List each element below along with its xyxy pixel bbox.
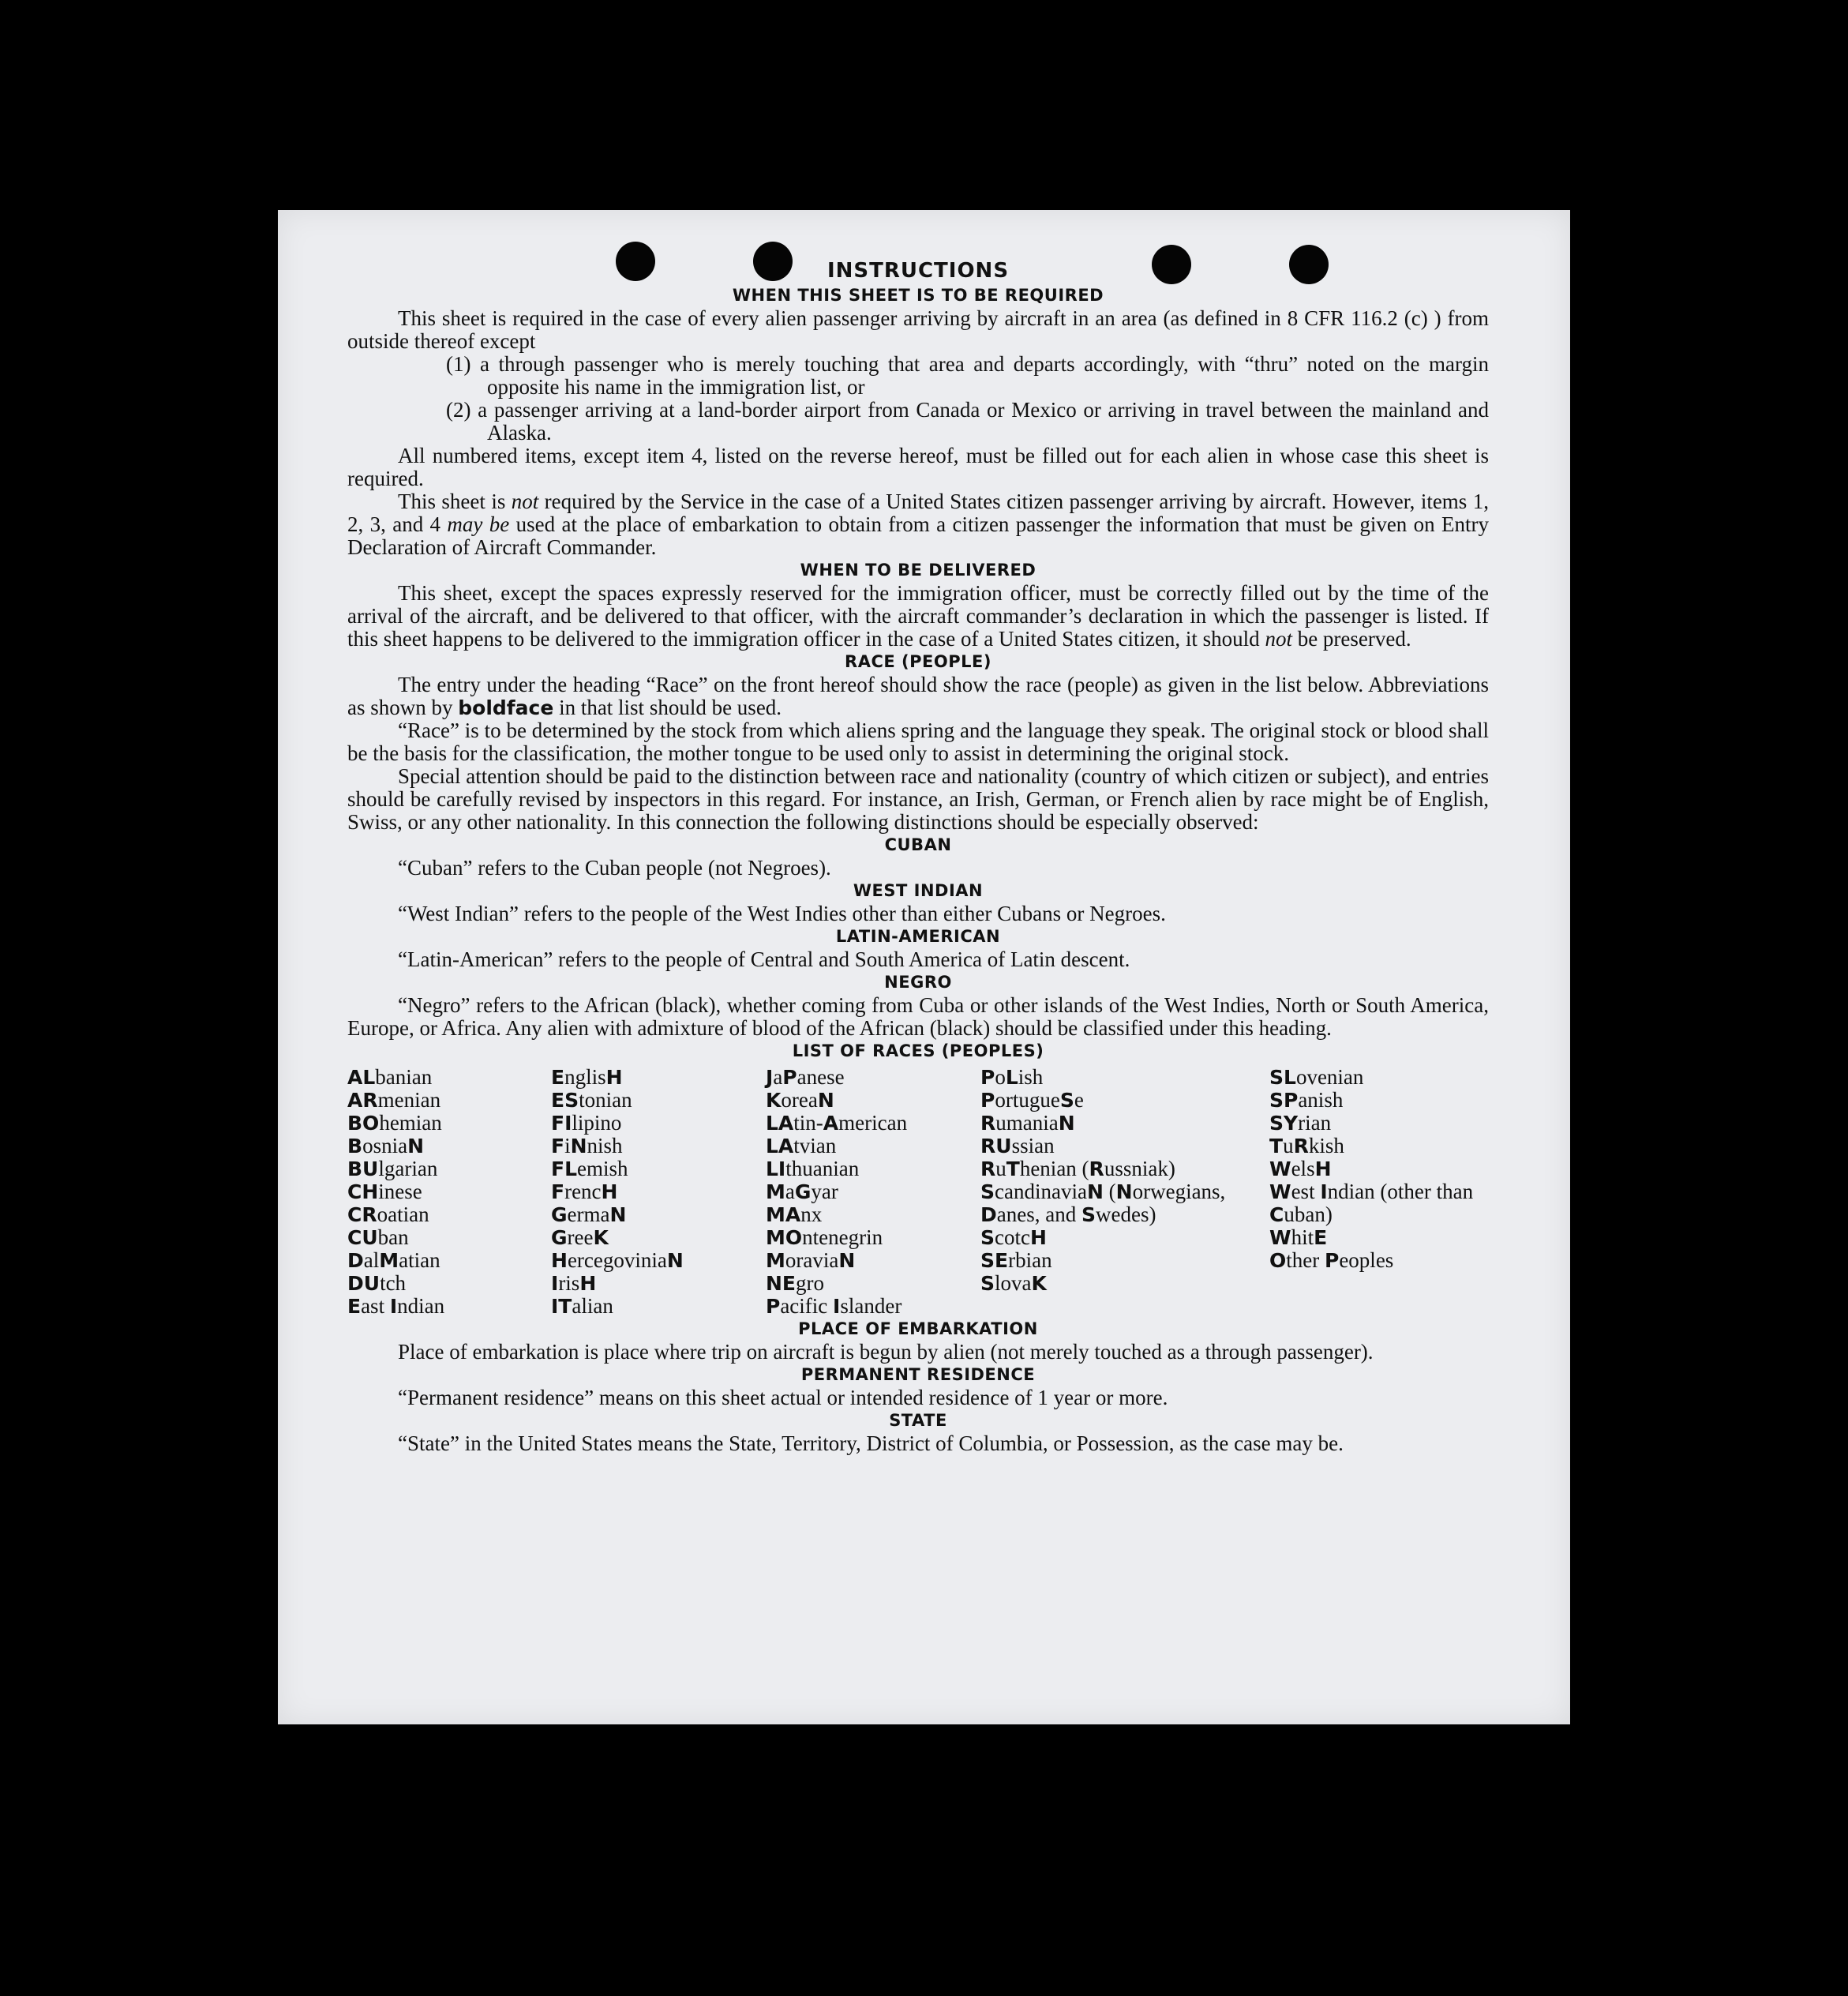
race-list-item: ScotcH <box>980 1225 1047 1249</box>
race-list-item: EStonian <box>551 1088 632 1112</box>
paragraph: “State” in the United States means the State, Territory, District of Columbia, or Possession, as the case may be. <box>398 1431 1344 1455</box>
paragraph: “Latin-American” refers to the people of Central and South America of Latin descent. <box>398 947 1130 971</box>
race-list-item: RuThenian (Russniak) <box>980 1157 1175 1180</box>
paragraph: Place of embarkation is place where trip on aircraft is begun by alien (not merely touched as a through passenger). <box>398 1340 1374 1364</box>
race-list-item: SlovaK <box>980 1271 1047 1295</box>
race-list-item: East Indian <box>347 1294 445 1318</box>
race-list-item: FIlipino <box>551 1111 622 1135</box>
race-list-item: SLovenian <box>1269 1065 1364 1089</box>
paragraph: “Permanent residence” means on this sheet actual or intended residence of 1 year or more. <box>398 1386 1168 1409</box>
paragraph: This sheet, except the spaces expressly reserved for the immigration officer, must be correctly filled out by the time of the arrival of the aircraft, and be delivered to that officer, with the aircraft commander’s declaration in which the passenger is listed. If this sheet happens to be delivered to the immigration officer in the case of a United States citizen, it should not be preserved. <box>347 581 1489 651</box>
race-list-item: CRoatian <box>347 1202 429 1226</box>
race-list-item: DalMatian <box>347 1248 440 1272</box>
race-list-item: MoraviaN <box>766 1248 856 1272</box>
race-list-item: RUssian <box>980 1134 1055 1157</box>
paragraph: This sheet is required in the case of every alien passenger arriving by aircraft in an area (as defined in 8 CFR 116.2 (c) ) from outside thereof except <box>347 306 1489 353</box>
heading-negro: NEGRO <box>884 973 952 992</box>
race-list-item: WelsH <box>1269 1157 1332 1180</box>
heading-west-indian: WEST INDIAN <box>853 881 984 900</box>
race-list-item: KoreaN <box>766 1088 834 1112</box>
exception-item-1: (1) a through passenger who is merely touching that area and departs accordingly, with “thru” noted on the margin opposite his name in the immigration list, or <box>446 352 1489 399</box>
paragraph: All numbered items, except item 4, listed on the reverse hereof, must be filled out for each alien in whose case this sheet is required. <box>347 444 1489 490</box>
race-list-column <box>766 1066 980 1318</box>
race-list-item: EnglisH <box>551 1065 623 1089</box>
document-sheet <box>278 210 1570 1724</box>
race-list-item: West Indian (other than Cuban) <box>1269 1180 1474 1226</box>
paragraph: “Negro” refers to the African (black), whether coming from Cuba or other islands of the West Indies, North or South America, Europe, or Africa. Any alien with admixture of blood of the African (black) should be classified under this heading. <box>347 993 1489 1040</box>
race-list-item: Pacific Islander <box>766 1294 902 1318</box>
heading-when-delivered: WHEN TO BE DELIVERED <box>800 561 1036 580</box>
race-list-item: DUtch <box>347 1271 407 1295</box>
race-list-item: LIthuanian <box>766 1157 860 1180</box>
race-list-item: WhitE <box>1269 1225 1328 1249</box>
race-list-item: MaGyar <box>766 1180 838 1203</box>
heading-race: RACE (PEOPLE) <box>845 652 991 671</box>
race-list-item: JaPanese <box>766 1065 845 1089</box>
race-list-item: FrencH <box>551 1180 618 1203</box>
document-body <box>347 257 1489 1455</box>
race-list-item: FLemish <box>551 1157 628 1180</box>
race-list-item: CHinese <box>347 1180 422 1203</box>
race-list-item: ITalian <box>551 1294 613 1318</box>
exception-item-2: (2) a passenger arriving at a land-border airport from Canada or Mexico or arriving in travel between the mainland and Alaska. <box>446 398 1489 445</box>
paragraph: “Cuban” refers to the Cuban people (not Negroes). <box>398 856 831 880</box>
race-list-item: ARmenian <box>347 1088 441 1112</box>
paragraph: Special attention should be paid to the distinction between race and nationality (country of which citizen or subject), and entries should be carefully revised by inspectors in this regard. For instance, an Irish, German, or French alien by race might be of English, Swiss, or any other nationality. In this connection the following distinctions should be especially observed: <box>347 764 1489 834</box>
race-list-item: Other Peoples <box>1269 1248 1394 1272</box>
heading-permanent-residence: PERMANENT RESIDENCE <box>800 1365 1036 1384</box>
race-list-item: LAtvian <box>766 1134 837 1157</box>
race-list-item: ScandinaviaN (Norwegians, Danes, and Swedes) <box>980 1180 1226 1226</box>
race-list-item: RumaniaN <box>980 1111 1075 1135</box>
race-list-item: ALbanian <box>347 1065 433 1089</box>
heading-latin-american: LATIN-AMERICAN <box>835 927 1001 946</box>
race-list-item: PortugueSe <box>980 1088 1084 1112</box>
heading-embarkation: PLACE OF EMBARKATION <box>798 1319 1038 1338</box>
race-list <box>347 1066 1489 1318</box>
race-list-item: SErbian <box>980 1248 1052 1272</box>
race-list-item: GermaN <box>551 1202 627 1226</box>
race-list-item: TuRkish <box>1269 1134 1344 1157</box>
race-list-column <box>551 1066 766 1318</box>
heading-when-required: WHEN THIS SHEET IS TO BE REQUIRED <box>732 286 1104 305</box>
race-list-item: PoLish <box>980 1065 1044 1089</box>
document-title: INSTRUCTIONS <box>827 259 1010 283</box>
race-list-column <box>980 1066 1269 1318</box>
race-list-item: IrisH <box>551 1271 597 1295</box>
race-list-column <box>1269 1066 1489 1318</box>
race-list-item: BOhemian <box>347 1111 442 1135</box>
paragraph: The entry under the heading “Race” on the front hereof should show the race (people) as given in the list below. Abbreviations as shown by boldface in that list should be used. <box>347 673 1489 719</box>
race-list-item: FiNnish <box>551 1134 623 1157</box>
race-list-item: SPanish <box>1269 1088 1344 1112</box>
race-list-item: BosniaN <box>347 1134 424 1157</box>
race-list-item: GreeK <box>551 1225 609 1249</box>
race-list-item: MAnx <box>766 1202 823 1226</box>
race-list-item: CUban <box>347 1225 409 1249</box>
heading-list-of-races: LIST OF RACES (PEOPLES) <box>792 1041 1044 1060</box>
paragraph: “Race” is to be determined by the stock from which aliens spring and the language they speak. The original stock or blood shall be the basis for the classification, the mother tongue to be used only to assist in determining the original stock. <box>347 718 1489 765</box>
race-list-column <box>347 1066 551 1318</box>
paragraph: “West Indian” refers to the people of the West Indies other than either Cubans or Negroes. <box>398 902 1166 925</box>
heading-cuban: CUBAN <box>884 835 952 854</box>
heading-state: STATE <box>889 1411 947 1430</box>
race-list-item: SYrian <box>1269 1111 1332 1135</box>
race-list-item: BUlgarian <box>347 1157 438 1180</box>
race-list-item: MOntenegrin <box>766 1225 883 1249</box>
race-list-item: HercegoviniaN <box>551 1248 684 1272</box>
paragraph: This sheet is not required by the Service in the case of a United States citizen passenger arriving by aircraft. However, items 1, 2, 3, and 4 may be used at the place of embarkation to obtain from a citizen passenger the information that must be given on Entry Declaration of Aircraft Commander. <box>347 490 1490 559</box>
race-list-item: LAtin-American <box>766 1111 908 1135</box>
race-list-item: NEgro <box>766 1271 825 1295</box>
